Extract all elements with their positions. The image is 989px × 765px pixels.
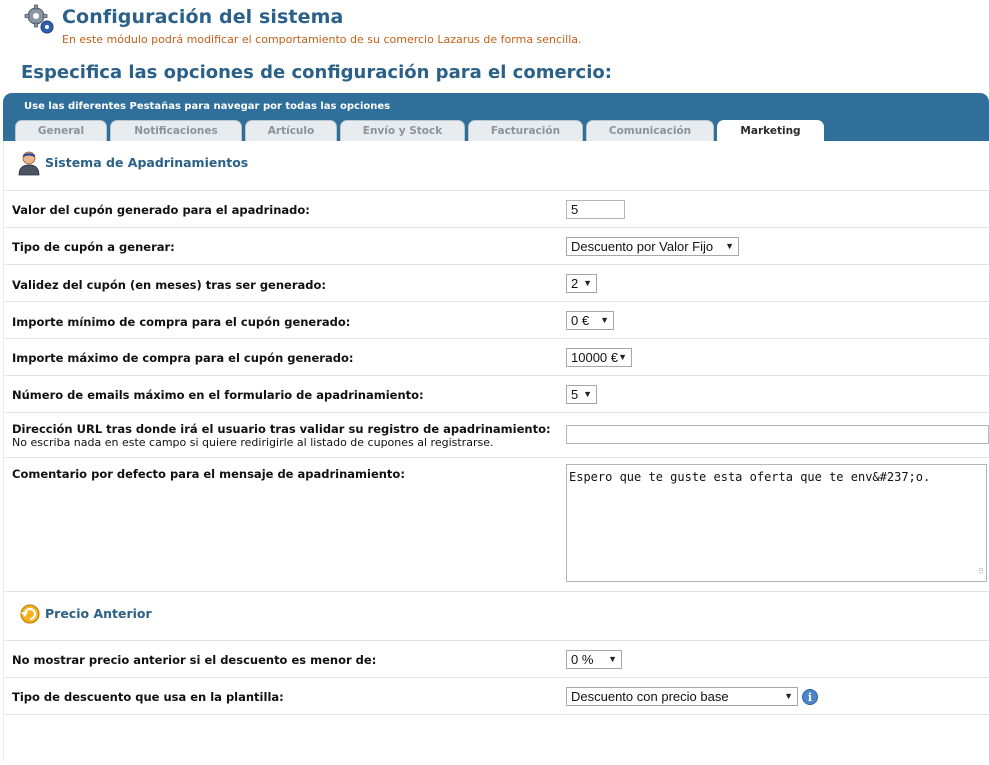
user-icon	[17, 150, 41, 174]
divider	[5, 338, 989, 339]
label-numero-emails: Número de emails máximo en el formulario de apadrinamiento:	[12, 388, 424, 402]
chevron-down-icon: ▼	[583, 278, 592, 288]
refresh-arrow-icon	[17, 600, 41, 624]
comentario-textarea[interactable]	[566, 464, 987, 582]
tipo-descuento-select[interactable]	[566, 687, 798, 706]
precio-anterior-minimo-select[interactable]	[566, 650, 622, 669]
importe-minimo-select[interactable]	[566, 311, 614, 330]
divider	[5, 457, 989, 458]
importe-maximo-select[interactable]	[566, 348, 632, 367]
chevron-down-icon: ▼	[725, 241, 734, 251]
section-title-apadrinamientos: Sistema de Apadrinamientos	[45, 155, 249, 170]
chevron-down-icon: ▼	[608, 654, 617, 664]
info-icon[interactable]: i	[802, 689, 818, 705]
importe-minimo-value: 0 €	[571, 313, 590, 328]
gears-icon	[24, 4, 56, 36]
divider	[5, 677, 989, 678]
tab-envio-stock[interactable]: Envío y Stock	[340, 120, 465, 141]
label-comentario: Comentario por defecto para el mensaje de apadrinamiento:	[12, 467, 405, 481]
main-heading: Especifica las opciones de configuración para el comercio:	[21, 62, 612, 83]
divider	[5, 190, 989, 191]
precio-anterior-minimo-value: 0 %	[571, 652, 594, 667]
tab-articulo[interactable]: Artículo	[245, 120, 337, 141]
divider	[5, 714, 989, 715]
label-importe-maximo: Importe máximo de compra para el cupón generado:	[12, 351, 354, 365]
tipo-cupon-select[interactable]	[566, 237, 739, 256]
label-precio-anterior-minimo: No mostrar precio anterior si el descuento es menor de:	[12, 653, 377, 667]
divider	[5, 264, 989, 265]
tab-general[interactable]: General	[15, 120, 107, 141]
chevron-down-icon: ▼	[600, 315, 609, 325]
page-subtitle: En este módulo podrá modificar el comportamiento de su comercio Lazarus de forma sencilla.	[62, 33, 582, 46]
validez-cupon-select[interactable]	[566, 274, 597, 293]
tab-notificaciones[interactable]: Notificaciones	[110, 120, 242, 141]
hint-url-redireccion: No escriba nada en este campo si quiere redirigirle al listado de cupones al registrarse.	[12, 436, 494, 449]
url-redireccion-input[interactable]	[566, 425, 989, 444]
label-validez-cupon: Validez del cupón (en meses) tras ser generado:	[12, 278, 327, 292]
validez-cupon-value: 2	[571, 276, 579, 291]
divider	[5, 301, 989, 302]
label-valor-cupon: Valor del cupón generado para el apadrinado:	[12, 203, 310, 217]
tab-facturacion[interactable]: Facturación	[468, 120, 583, 141]
valor-cupon-input[interactable]: 5	[566, 200, 625, 219]
label-url-redireccion: Dirección URL tras donde irá el usuario tras validar su registro de apadrinamiento:	[12, 422, 551, 436]
divider	[5, 640, 989, 641]
importe-maximo-value: 10000 €	[571, 350, 618, 365]
label-tipo-cupon: Tipo de cupón a generar:	[12, 240, 175, 254]
chevron-down-icon: ▼	[583, 389, 592, 399]
resize-grip-icon[interactable]: ⠿	[978, 567, 984, 576]
page-title: Configuración del sistema	[62, 6, 344, 28]
chevron-down-icon: ▼	[618, 352, 627, 362]
numero-emails-select[interactable]	[566, 385, 597, 404]
tipo-cupon-value: Descuento por Valor Fijo	[571, 239, 714, 254]
tipo-descuento-value: Descuento con precio base	[571, 689, 729, 704]
tab-comunicacion[interactable]: Comunicación	[586, 120, 714, 141]
divider	[5, 375, 989, 376]
comentario-text: Espero que te guste esta oferta que te env&#237;o.	[569, 470, 931, 484]
section-title-precio-anterior: Precio Anterior	[45, 606, 152, 621]
numero-emails-value: 5	[571, 387, 579, 402]
divider	[5, 412, 989, 413]
label-tipo-descuento: Tipo de descuento que usa en la plantilla:	[12, 690, 284, 704]
tab-marketing[interactable]: Marketing	[717, 120, 824, 142]
content-border	[3, 141, 4, 761]
divider	[5, 227, 989, 228]
tab-bar-hint: Use las diferentes Pestañas para navegar por todas las opciones	[24, 101, 391, 112]
divider	[5, 591, 989, 592]
chevron-down-icon: ▼	[784, 691, 793, 701]
label-importe-minimo: Importe mínimo de compra para el cupón generado:	[12, 315, 351, 329]
